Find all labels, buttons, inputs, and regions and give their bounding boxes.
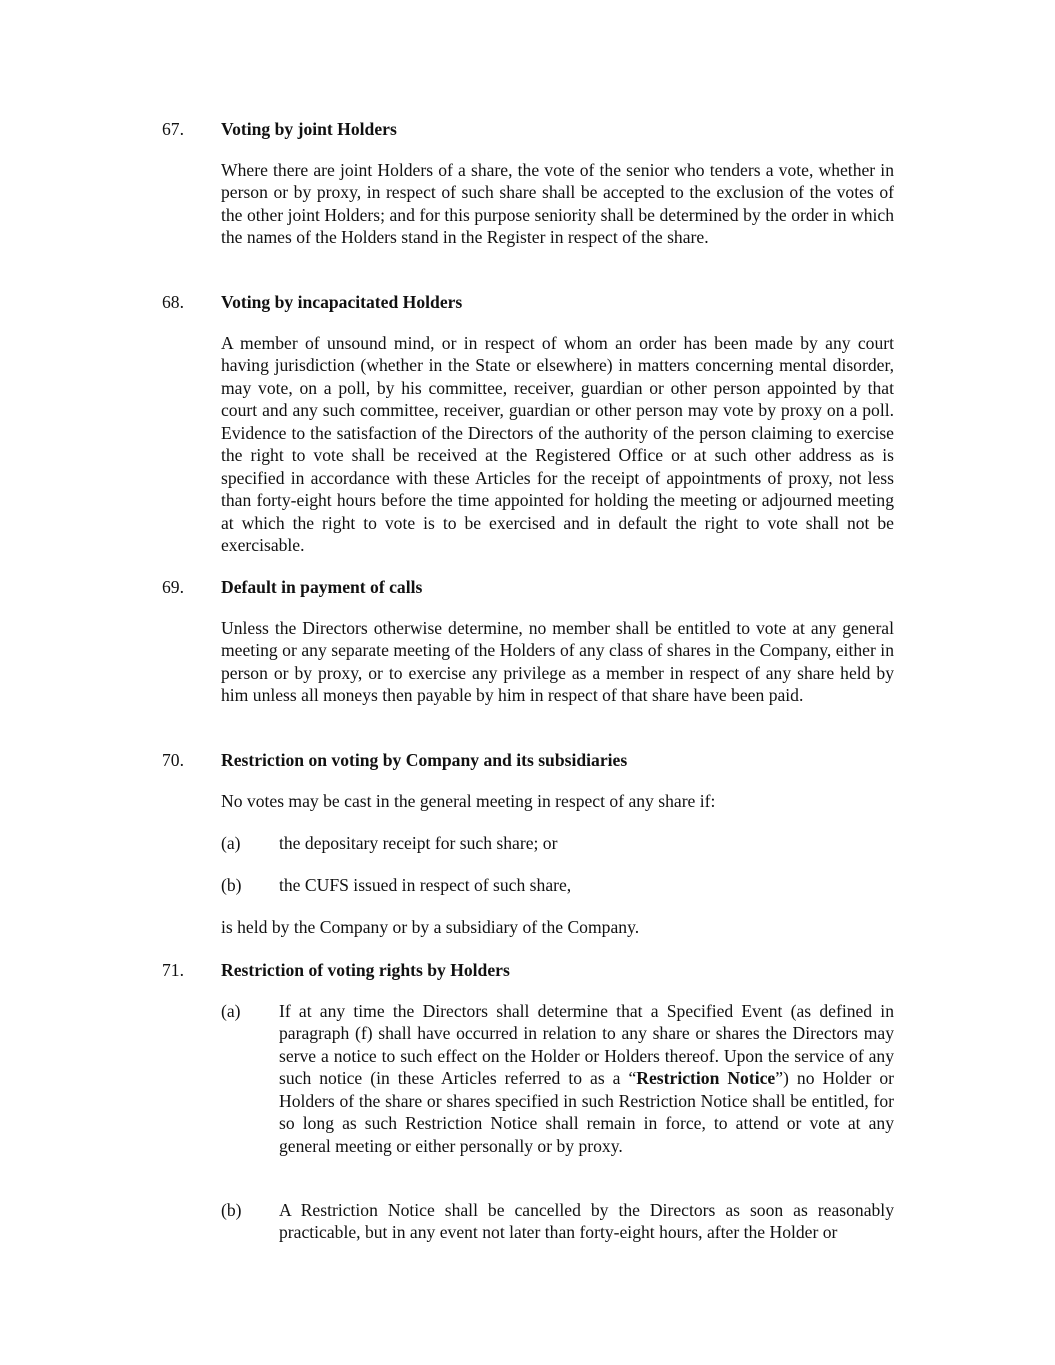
section-title: Voting by incapacitated Holders bbox=[221, 292, 463, 312]
list-item-text: the depositary receipt for such share; or bbox=[279, 833, 558, 853]
section-paragraph-69: Unless the Directors otherwise determine, no member shall be entitled to vote at any general meeting or any separate meeting of the Holders of any class of shares in the Company, either in person or by proxy, or to exercise any privilege as a member in respect of any share held by him unless all moneys then payable by him in respect of that share have been paid. bbox=[221, 618, 894, 706]
list-item-70b bbox=[221, 874, 894, 896]
section-heading-70 bbox=[162, 748, 902, 772]
section-number: 67. bbox=[162, 119, 184, 139]
defined-term: Restriction Notice bbox=[636, 1068, 776, 1089]
list-item-71b bbox=[221, 1199, 894, 1244]
section-heading-71 bbox=[162, 958, 902, 982]
section-heading-69 bbox=[162, 575, 902, 599]
list-item-letter: (a) bbox=[221, 833, 241, 853]
list-item-text: A Restriction Notice shall be cancelled by the Directors as soon as reasonably practicable, but in any event not later than forty-eight hours, after the Holder or bbox=[279, 1200, 894, 1243]
section-intro-70: No votes may be cast in the general meeting in respect of any share if: bbox=[221, 791, 716, 811]
list-item-letter: (b) bbox=[221, 1200, 242, 1220]
list-item-71a bbox=[221, 1000, 894, 1157]
section-heading-68 bbox=[162, 290, 902, 314]
section-number: 70. bbox=[162, 750, 184, 770]
list-item-text: the CUFS issued in respect of such share, bbox=[279, 875, 572, 895]
section-title: Voting by joint Holders bbox=[221, 119, 397, 139]
section-number: 68. bbox=[162, 292, 184, 312]
section-title: Restriction on voting by Company and its subsidiaries bbox=[221, 750, 628, 770]
text-before-term: If at any time the Directors shall determine that a Specified Event (as defined in paragraph (f) shall have occurred in relation to any share or shares the Directors may serve a notice to such effect on the Holder or Holders thereof. Upon the service of any such notice (in these Articles referred to as a “ bbox=[279, 1001, 894, 1089]
list-item-70a bbox=[221, 832, 894, 854]
section-closing-70: is held by the Company or by a subsidiary of the Company. bbox=[221, 917, 640, 937]
section-heading-67 bbox=[162, 117, 902, 141]
section-number: 71. bbox=[162, 960, 184, 980]
section-paragraph-67: Where there are joint Holders of a share, the vote of the senior who tenders a vote, whether in person or by proxy, in respect of such share shall be accepted to the exclusion of the votes of the other joint Holders; and for this purpose seniority shall be determined by the order in which the names of the Holders stand in the Register in respect of the share. bbox=[221, 160, 894, 248]
list-item-letter: (a) bbox=[221, 1001, 241, 1021]
list-item-text bbox=[279, 1000, 894, 1157]
section-title: Restriction of voting rights by Holders bbox=[221, 960, 510, 980]
section-paragraph-68: A member of unsound mind, or in respect of whom an order has been made by any court having jurisdiction (whether in the State or elsewhere) in matters concerning mental disorder, may vote, on a poll, by his committee, receiver, guardian or other person appointed by that court and any such committee, receiver, guardian or other person may vote by proxy on a poll. Evidence to the satisfaction of the Directors of the authority of the person claiming to exercise the right to vote shall be received at the Registered Office or at such other address as is specified in accordance with these Articles for the receipt of appointments of proxy, not less than forty-eight hours before the time appointed for holding the meeting or adjourned meeting at which the right to vote is to be exercised and in default the right to vote shall not be exercisable. bbox=[221, 333, 894, 556]
list-item-letter: (b) bbox=[221, 875, 242, 895]
section-number: 69. bbox=[162, 577, 184, 597]
section-title: Default in payment of calls bbox=[221, 577, 423, 597]
text-after-term: ”) no Holder or Holders of the share or shares specified in such Restriction Notice shall be entitled, for so long as such Restriction Notice shall remain in force, to attend or vote at any general meeting or either personally or by proxy. bbox=[279, 1068, 895, 1156]
